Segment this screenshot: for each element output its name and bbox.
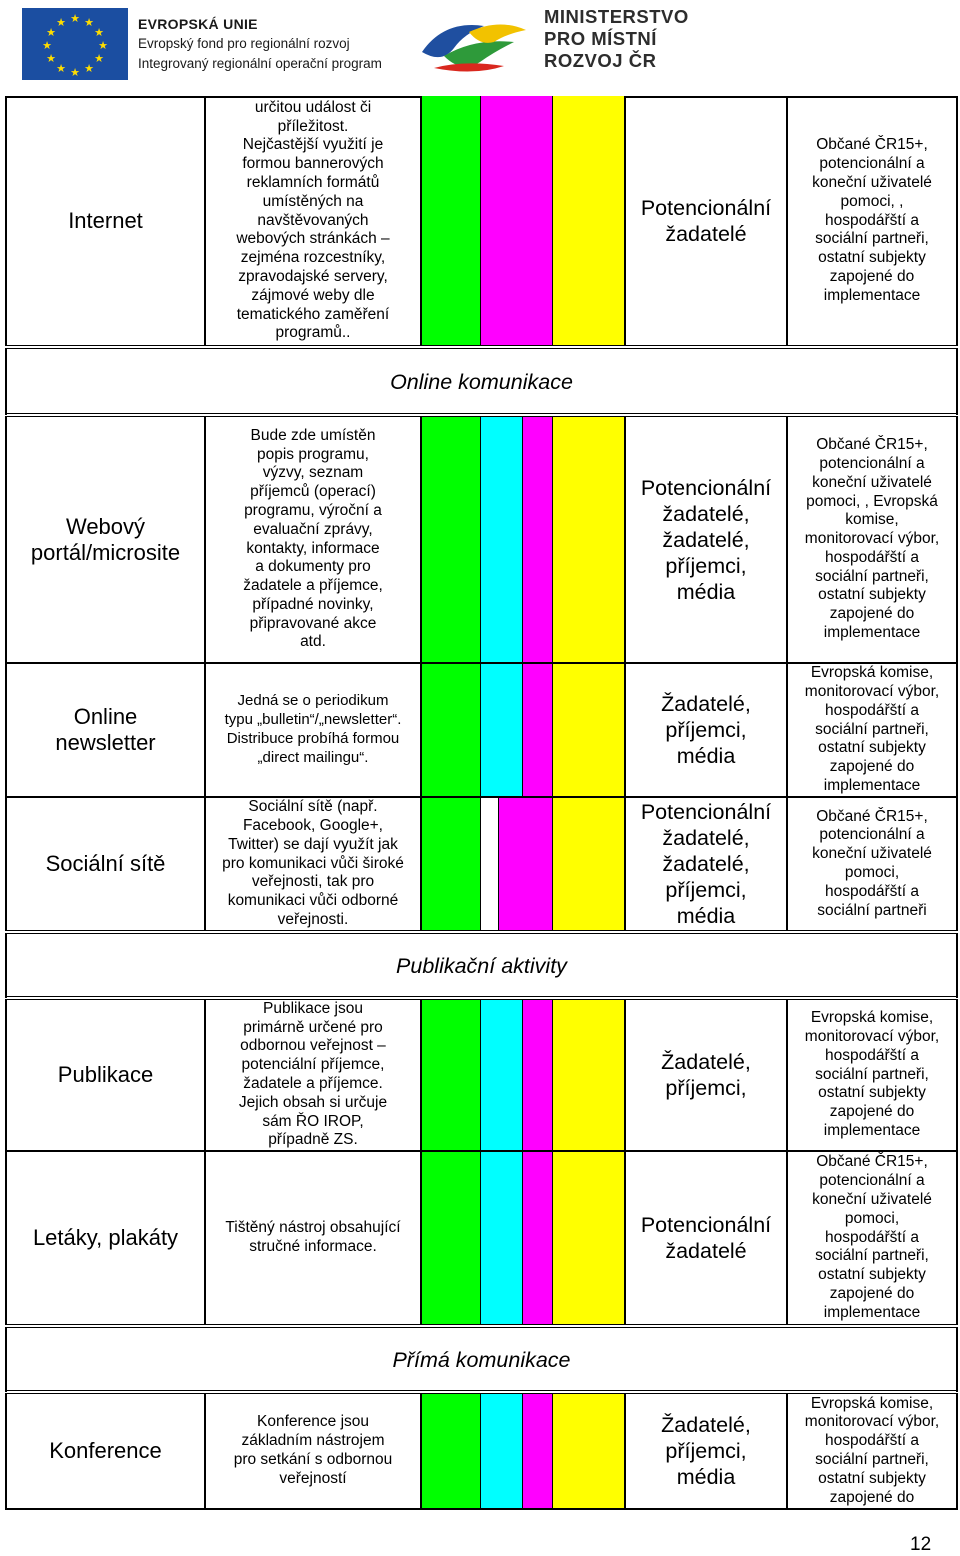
marker-green <box>420 664 480 796</box>
table-row <box>5 1152 958 1324</box>
marker-magenta <box>522 1152 552 1324</box>
marker-yellow <box>552 1152 624 1324</box>
marker-green <box>420 96 480 346</box>
table-row <box>5 1394 958 1508</box>
marker-magenta <box>480 96 552 346</box>
marker-yellow <box>552 798 624 930</box>
svg-text:★: ★ <box>56 62 66 75</box>
tool-name: Internet <box>5 96 204 346</box>
target-audience: Žadatelé, příjemci, média <box>624 664 786 796</box>
tool-description: Tištěný nástroj obsahující stručné informace. <box>204 1152 420 1324</box>
target-audience: Žadatelé, příjemci, <box>624 1000 786 1150</box>
ministry-logo-line1: MINISTERSTVO <box>544 6 689 27</box>
marker-cyan <box>480 1394 522 1508</box>
table-row <box>5 798 958 930</box>
ministry-logo <box>414 4 704 84</box>
marker-yellow <box>552 417 624 662</box>
marker-green <box>420 1394 480 1508</box>
marker-green <box>420 417 480 662</box>
table-row <box>5 664 958 796</box>
target-audience: Potencionální žadatelé, žadatelé, příjemci, média <box>624 798 786 930</box>
marker-yellow <box>552 1000 624 1150</box>
marker-cyan <box>480 417 522 662</box>
svg-text:★: ★ <box>70 66 80 79</box>
svg-text:★: ★ <box>84 16 94 29</box>
ministry-logo-line2: PRO MÍSTNÍ <box>544 28 657 49</box>
stakeholders: Občané ČR15+, potencionální a koneční uživatelé pomoci, hospodářští a sociální partneři, ostatní subjekty zapojené do implementace <box>786 1152 958 1324</box>
page-header <box>0 0 960 96</box>
marker-green <box>420 1152 480 1324</box>
tool-name: Webový portál/microsite <box>5 417 204 662</box>
tool-name: Publikace <box>5 1000 204 1150</box>
stakeholders: Evropská komise, monitorovací výbor, hospodářští a sociální partneři, ostatní subjekty zapojené do <box>786 1394 958 1508</box>
ministry-logo-line3: ROZVOJ ČR <box>544 50 657 71</box>
marker-cyan <box>480 664 522 796</box>
stakeholders: Evropská komise, monitorovací výbor, hospodářští a sociální partneři, ostatní subjekty zapojené do implementace <box>786 664 958 796</box>
eu-logo-line2: Evropský fond pro regionální rozvoj <box>138 36 350 51</box>
section-heading: Online komunikace <box>5 349 958 415</box>
tool-name: Letáky, plakáty <box>5 1152 204 1324</box>
tool-description: Publikace jsou primárně určené pro odbornou veřejnost – potenciální příjemce, žadatele a příjemce. Jejich obsah si určuje sám ŘO IROP, případně ZS. <box>204 1000 420 1150</box>
marker-green <box>420 1000 480 1150</box>
marker-cyan <box>480 1000 522 1150</box>
svg-text:★: ★ <box>70 12 80 25</box>
marker-magenta <box>522 1394 552 1508</box>
eu-flag-icon <box>22 8 128 80</box>
svg-text:★: ★ <box>94 52 104 65</box>
section-heading: Přímá komunikace <box>5 1328 958 1392</box>
marker-empty <box>480 798 498 930</box>
stakeholders: Občané ČR15+, potencionální a koneční uživatelé pomoci, hospodářští a sociální partneři <box>786 798 958 930</box>
tool-name: Sociální sítě <box>5 798 204 930</box>
eu-logo-line1: EVROPSKÁ UNIE <box>138 16 258 32</box>
tool-name: Konference <box>5 1394 204 1508</box>
eu-logo <box>22 8 387 80</box>
page-number: 12 <box>910 1534 932 1555</box>
target-audience: Potencionální žadatelé, žadatelé, příjemci, média <box>624 417 786 662</box>
marker-magenta <box>498 798 552 930</box>
marker-yellow <box>552 664 624 796</box>
target-audience: Potencionální žadatelé <box>624 96 786 346</box>
marker-cyan <box>480 1152 522 1324</box>
table-row <box>5 96 958 346</box>
table-row <box>5 1000 958 1150</box>
ministry-emblem-icon <box>414 12 534 82</box>
tool-description: Konference jsou základním nástrojem pro setkání s odbornou veřejností <box>204 1394 420 1508</box>
marker-magenta <box>522 417 552 662</box>
svg-text:★: ★ <box>46 26 56 39</box>
svg-text:★: ★ <box>56 16 66 29</box>
stakeholders: Občané ČR15+, potencionální a koneční uživatelé pomoci, , hospodářští a sociální partneři, ostatní subjekty zapojené do implementace <box>786 96 958 346</box>
eu-logo-line3: Integrovaný regionální operační program <box>138 56 382 71</box>
tool-name: Online newsletter <box>5 664 204 796</box>
tool-description: Bude zde umístěn popis programu, výzvy, seznam příjemců (operací) programu, výroční a evaluační zprávy, kontakty, informace a dokumenty pro žadatele a příjemce, případné novinky, připravované akce atd. <box>204 417 420 662</box>
svg-text:★: ★ <box>94 26 104 39</box>
target-audience: Žadatelé, příjemci, média <box>624 1394 786 1508</box>
marker-magenta <box>522 1000 552 1150</box>
svg-text:★: ★ <box>84 62 94 75</box>
marker-yellow <box>552 1394 624 1508</box>
table-row <box>5 417 958 662</box>
marker-green <box>420 798 480 930</box>
svg-text:★: ★ <box>46 52 56 65</box>
svg-text:★: ★ <box>42 39 52 52</box>
tool-description: Sociální sítě (např. Facebook, Google+, Twitter) se dají využít jak pro komunikaci vůči široké veřejnosti, tak pro komunikaci vůči odborné veřejnosti. <box>204 798 420 930</box>
marker-yellow <box>552 96 624 346</box>
marker-magenta <box>522 664 552 796</box>
svg-text:★: ★ <box>98 39 108 52</box>
target-audience: Potencionální žadatelé <box>624 1152 786 1324</box>
tool-description: určitou událost či příležitost. Nejčastější využití je formou bannerových reklamních formátů umístěných na navštěvovaných webových stránkách – zejména rozcestníky, zpravodajské servery, zájmové weby dle tematického zaměření programů.. <box>204 96 420 346</box>
tool-description: Jedná se o periodikum typu „bulletin“/„newsletter“. Distribuce probíhá formou „direct mailingu“. <box>204 664 420 796</box>
stakeholders: Evropská komise, monitorovací výbor, hospodářští a sociální partneři, ostatní subjekty zapojené do implementace <box>786 1000 958 1150</box>
section-heading: Publikační aktivity <box>5 934 958 998</box>
stakeholders: Občané ČR15+, potencionální a koneční uživatelé pomoci, , Evropská komise, monitorovací výbor, hospodářští a sociální partneři, ostatní subjekty zapojené do implementace <box>786 417 958 662</box>
